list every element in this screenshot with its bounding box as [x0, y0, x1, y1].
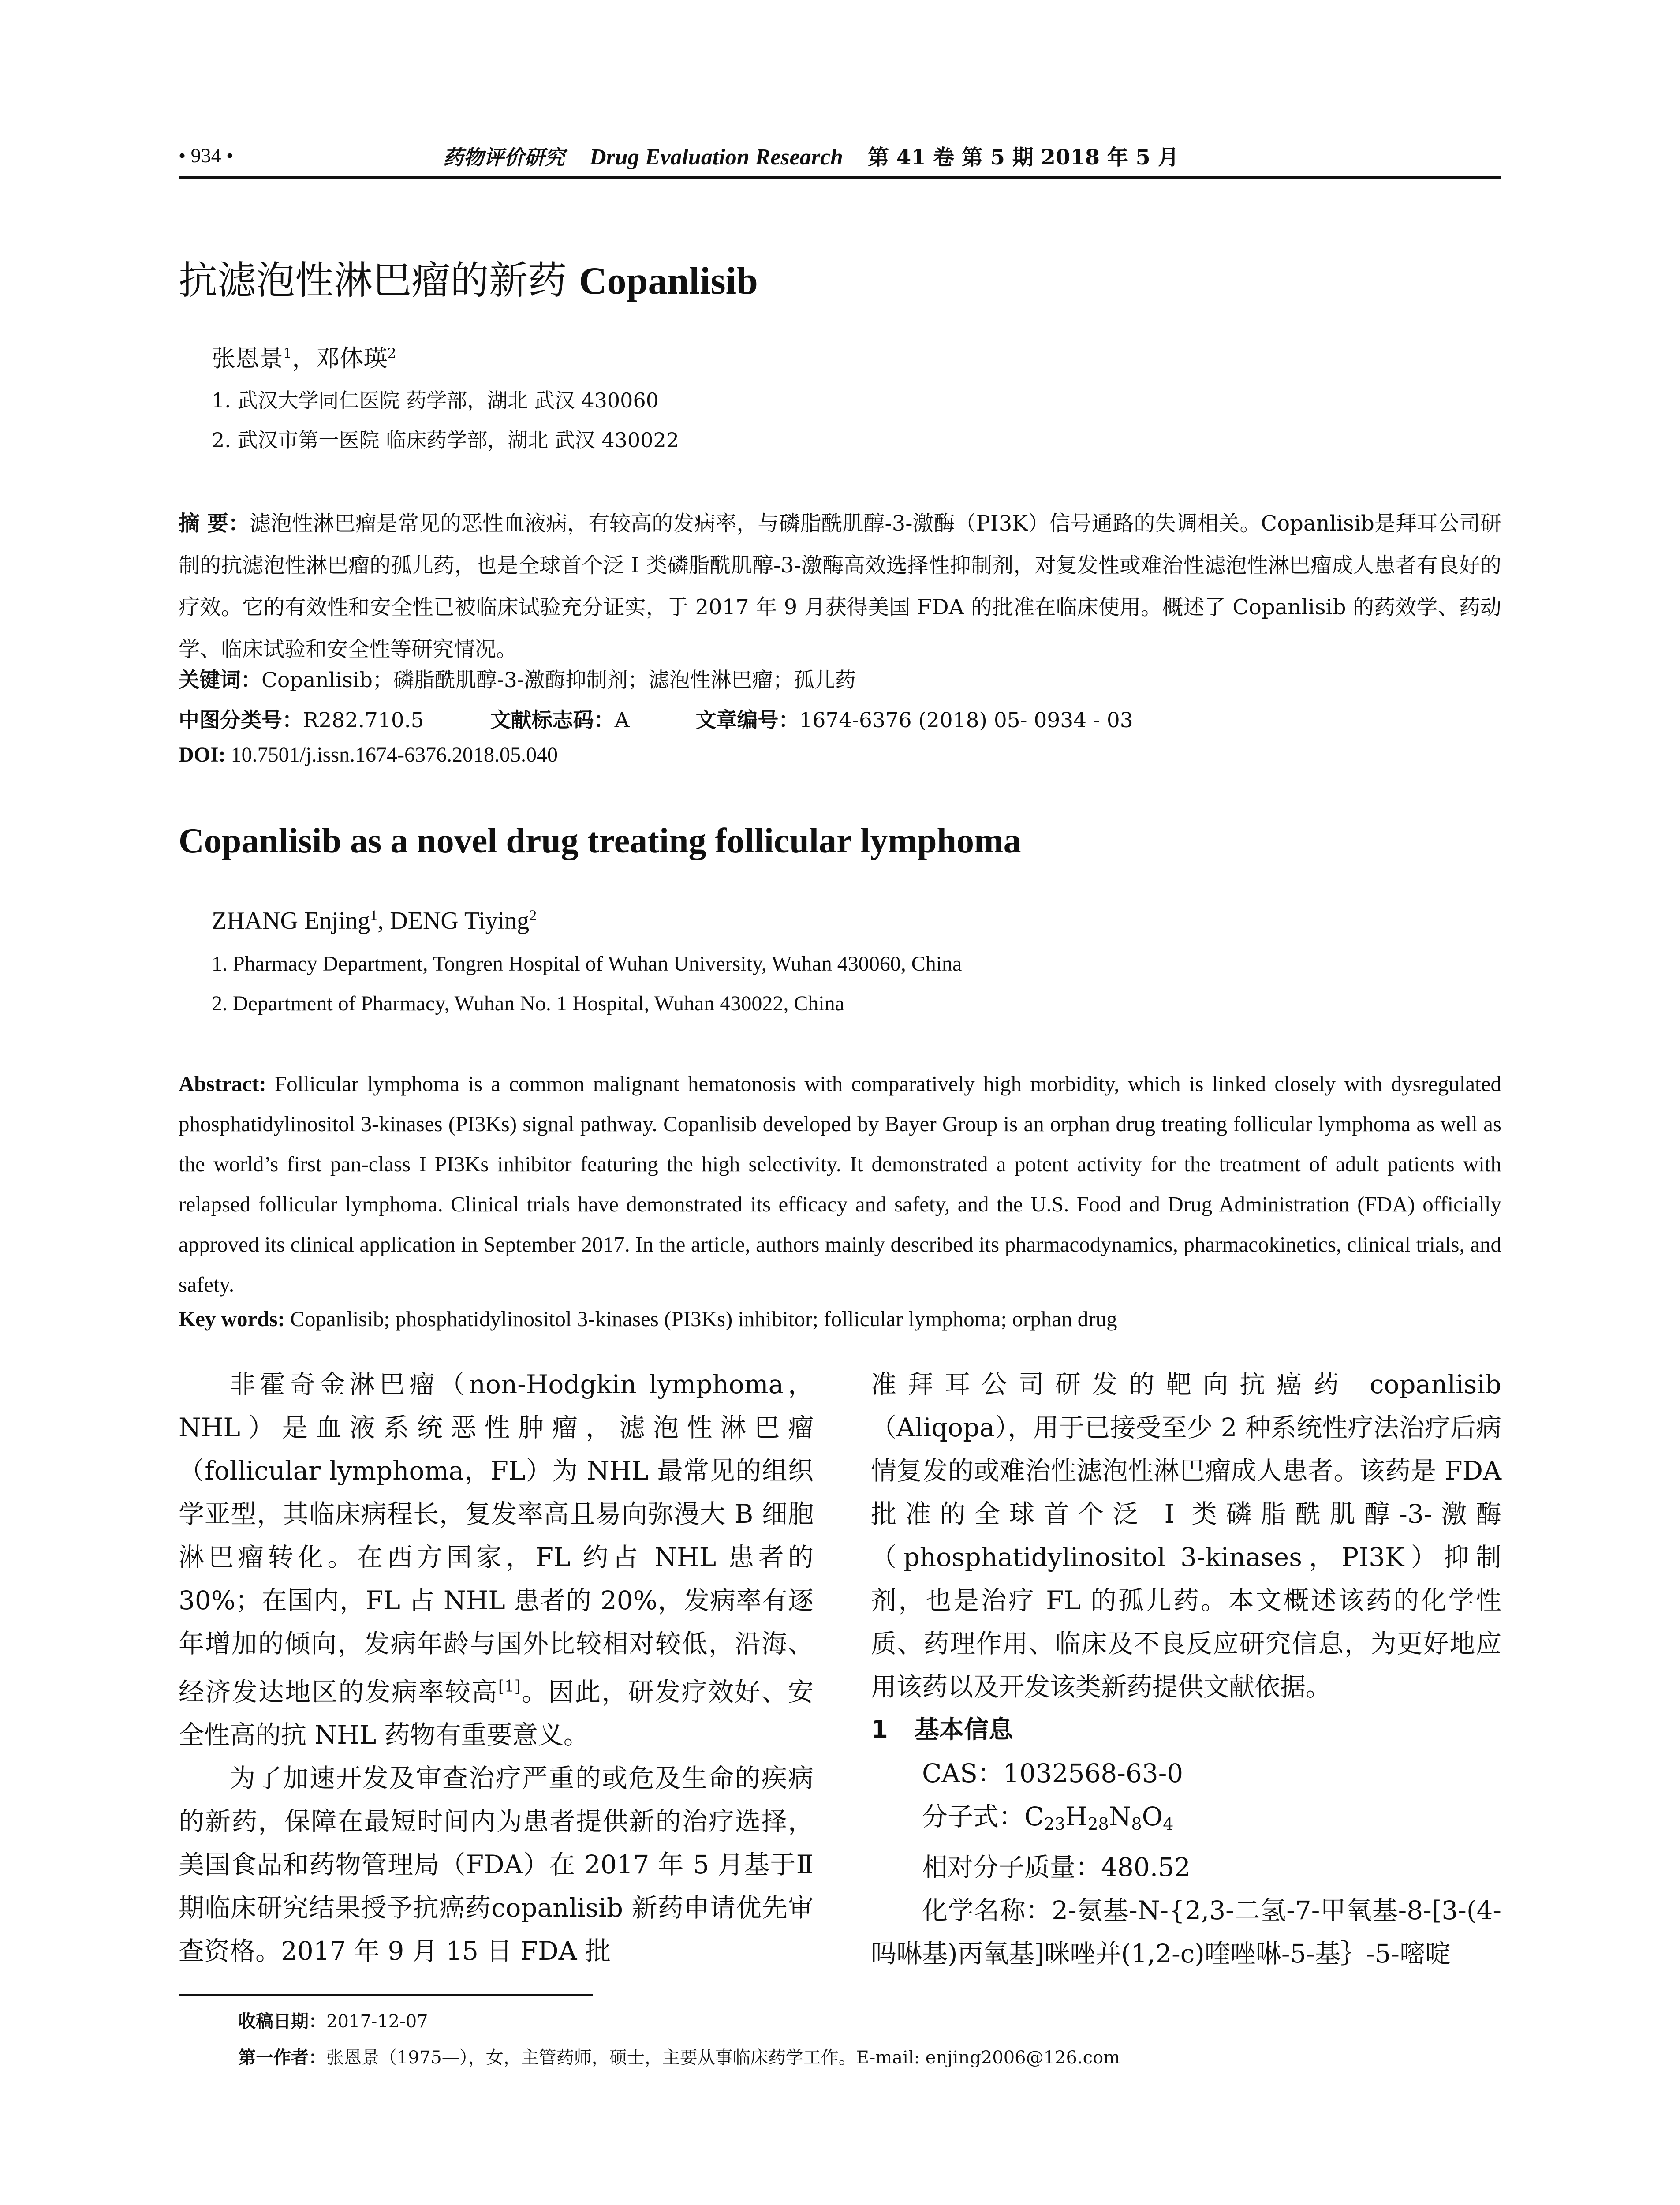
formula-o: O: [1142, 1801, 1163, 1831]
keywords-en-label: Key words:: [179, 1307, 285, 1331]
molecular-formula: [871, 1795, 1501, 1846]
author-2-en-sup: 2: [529, 907, 537, 924]
clc-value: R282.710.5: [303, 708, 424, 733]
issue-info: 第 41 卷 第 5 期 2018 年 5 月: [867, 145, 1179, 170]
formula-c: C: [1024, 1801, 1044, 1831]
header-rule: [179, 176, 1501, 179]
section-title: 基本信息: [914, 1715, 1013, 1744]
footnote-received: [238, 2007, 428, 2033]
first-author-label: 第一作者：: [238, 2048, 326, 2068]
clc-label: 中图分类号：: [179, 708, 303, 733]
abstract-en-text: Follicular lymphoma is a common malignant hematonosis with comparatively high morbidity, which is linked closely with dysregulated phosphatidylinositol 3-kinases (PI3Ks) signal pathway. Copanlisib developed by Bayer Group is an orphan drug treating follicular lymphoma as well as the world’s first pan-class I PI3Ks inhibitor featuring the high selectivity. It demonstrated a potent activity for the treatment of adult patients with relapsed follicular lymphoma. Clinical trials have demonstrated its efficacy and safety, and the U.S. Food and Drug Administration (FDA) officially approved its clinical application in September 2017. In the article, authors mainly described its pharmacodynamics, pharmacokinetics, clinical trials, and safety.: [179, 1072, 1501, 1297]
formula-h-n: 28: [1087, 1814, 1109, 1834]
chem-name-value: 2-氨基-N-{2,3-二氢-7-甲氧基-8-[3-(4-吗啉基)丙氧基]咪唑并(1,2-c)喹唑啉-5-基｝-5-嘧啶: [871, 1895, 1501, 1969]
chemical-name: [871, 1889, 1501, 1975]
doi-link[interactable]: 10.7501/j.issn.1674-6376.2018.05.040: [225, 743, 558, 766]
received-date: 2017-12-07: [326, 2011, 428, 2032]
formula-h: H: [1065, 1801, 1088, 1831]
title-cn: [179, 250, 758, 305]
affiliation-cn-1: 1. 武汉大学同仁医院 药学部，湖北 武汉 430060: [212, 389, 659, 412]
abstract-cn-label: 摘 要：: [179, 511, 250, 536]
author-1-en: ZHANG Enjing: [212, 907, 370, 934]
doi-label: DOI:: [179, 743, 226, 766]
doc-code-value: A: [614, 708, 630, 733]
section-heading-1: [871, 1708, 1501, 1752]
formula-n: N: [1109, 1801, 1131, 1831]
chem-name-label: 化学名称：: [922, 1895, 1052, 1925]
author-2-en: DENG Tiying: [390, 907, 530, 934]
keywords-en: [179, 1306, 1117, 1331]
keywords-cn-label: 关键词：: [179, 668, 261, 692]
formula-n-n: 8: [1131, 1814, 1142, 1834]
title-cn-text: 抗滤泡性淋巴瘤的新药: [179, 258, 579, 303]
author-sep-cn: ，: [292, 344, 316, 372]
author-sep-en: ,: [377, 907, 390, 934]
classification-row: [179, 704, 1133, 733]
authors-cn: [212, 340, 396, 374]
article-number-value: 1674-6376 (2018) 05- 0934 - 03: [799, 708, 1133, 733]
footnote-first-author: [238, 2044, 1120, 2069]
affiliation-en-1: 1. Pharmacy Department, Tongren Hospital of Wuhan University, Wuhan 430060, China: [212, 952, 962, 975]
title-cn-drug: Copanlisib: [579, 260, 758, 303]
authors-en: [212, 907, 537, 935]
abstract-en: [179, 1064, 1501, 1304]
title-en: Copanlisib as a novel drug treating follicular lymphoma: [179, 822, 1021, 860]
first-author-info: 张恩景（1975—），女，主管药师，硕士，主要从事临床药学工作。E-mail: enjing2006@126.com: [326, 2048, 1120, 2068]
author-1-cn-sup: 1: [283, 345, 292, 362]
received-label: 收稿日期：: [238, 2011, 326, 2032]
doi: [179, 743, 558, 767]
journal-en-name: Drug Evaluation Research: [590, 145, 843, 170]
doc-code-label: 文献标志码：: [490, 708, 615, 733]
author-2-cn: 邓体瑛: [316, 344, 388, 372]
affiliation-cn-2: 2. 武汉市第一医院 临床药学部，湖北 武汉 430022: [212, 428, 679, 452]
cas-number: CAS：1032568-63-0: [922, 1758, 1183, 1788]
body-paragraph-2: 为了加速开发及审查治疗严重的或危及生命的疾病的新药，保障在最短时间内为患者提供新的治疗选择，美国食品和药物管理局（FDA）在 2017 年 5 月基于Ⅱ期临床研究结果授予抗癌药copanlisib 新药申请优先审查资格。2017 年 9 月 15 日 FDA 批: [179, 1763, 814, 1966]
molecular-weight: 相对分子质量：480.52: [922, 1852, 1191, 1882]
article-number-label: 文章编号：: [695, 708, 799, 733]
body-p1-tail: 。因此，研发疗效好、安全性高的抗 NHL 药物有重要意义。: [179, 1677, 814, 1750]
keywords-en-text: Copanlisib; phosphatidylinositol 3-kinases (PI3Ks) inhibitor; follicular lymphoma; orphan drug: [284, 1307, 1117, 1331]
body-paragraph-1: [179, 1363, 814, 1757]
body-right-column: [871, 1363, 1501, 1975]
author-1-en-sup: 1: [370, 907, 378, 924]
running-header: [179, 140, 1501, 176]
page-number: • 934 •: [179, 144, 234, 167]
journal-header: [443, 140, 1179, 171]
keywords-cn: [179, 664, 856, 693]
abstract-cn: [179, 503, 1501, 670]
formula-label: 分子式：: [922, 1801, 1025, 1831]
body-p1-text: 非霍奇金淋巴瘤（non-Hodgkin lymphoma，NHL）是血液系统恶性肿瘤，滤泡性淋巴瘤（follicular lymphoma，FL）为 NHL 最常见的组织学亚型，其临床病程长，复发率高且易向弥漫大 B 细胞淋巴瘤转化。在西方国家，FL 约占 NHL 患者的 30%；在国内，FL 占 NHL 患者的 20%，发病率有逐年增加的倾向，发病年龄与国外比较相对较低，沿海、经济发达地区的发病率较高: [179, 1369, 814, 1707]
footnote-rule: [179, 1994, 593, 1996]
abstract-cn-text: 滤泡性淋巴瘤是常见的恶性血液病，有较高的发病率，与磷脂酰肌醇-3-激酶（PI3K）信号通路的失调相关。Copanlisib是拜耳公司研制的抗滤泡性淋巴瘤的孤儿药，也是全球首个泛 I 类磷脂酰肌醇-3-激酶高效选择性抑制剂，对复发性或难治性滤泡性淋巴瘤成人患者有良好的疗效。它的有效性和安全性已被临床试验充分证实，于 2017 年 9 月获得美国 FDA 的批准在临床使用。概述了 Copanlisib 的药效学、药动学、临床试验和安全性等研究情况。: [179, 511, 1501, 662]
body-left-column: [179, 1363, 814, 1973]
author-1-cn: 张恩景: [212, 344, 283, 372]
journal-cn-logo: 药物评价研究: [443, 146, 565, 169]
affiliation-en-2: 2. Department of Pharmacy, Wuhan No. 1 Hospital, Wuhan 430022, China: [212, 992, 844, 1015]
keywords-cn-text: Copanlisib；磷脂酰肌醇-3-激酶抑制剂；滤泡性淋巴瘤；孤儿药: [261, 668, 856, 692]
formula-o-n: 4: [1163, 1814, 1174, 1834]
author-2-cn-sup: 2: [387, 345, 396, 362]
formula-c-n: 23: [1044, 1814, 1065, 1834]
body-paragraph-3: 准拜耳公司研发的靶向抗癌药 copanlisib（Aliqopa），用于已接受至少 2 种系统性疗法治疗后病情复发的或难治性滤泡性淋巴瘤成人患者。该药是 FDA 批准的全球首个泛 I 类磷脂酰肌醇-3-激酶（phosphatidylinositol 3-kinases，PI3K）抑制剂，也是治疗 FL 的孤儿药。本文概述该药的化学性质、药理作用、临床及不良反应研究信息，为更好地应用该药以及开发该类新药提供文献依据。: [871, 1369, 1501, 1702]
citation-ref-1[interactable]: [1]: [498, 1678, 521, 1696]
section-number: 1: [871, 1715, 888, 1744]
abstract-en-label: Abstract:: [179, 1072, 266, 1096]
